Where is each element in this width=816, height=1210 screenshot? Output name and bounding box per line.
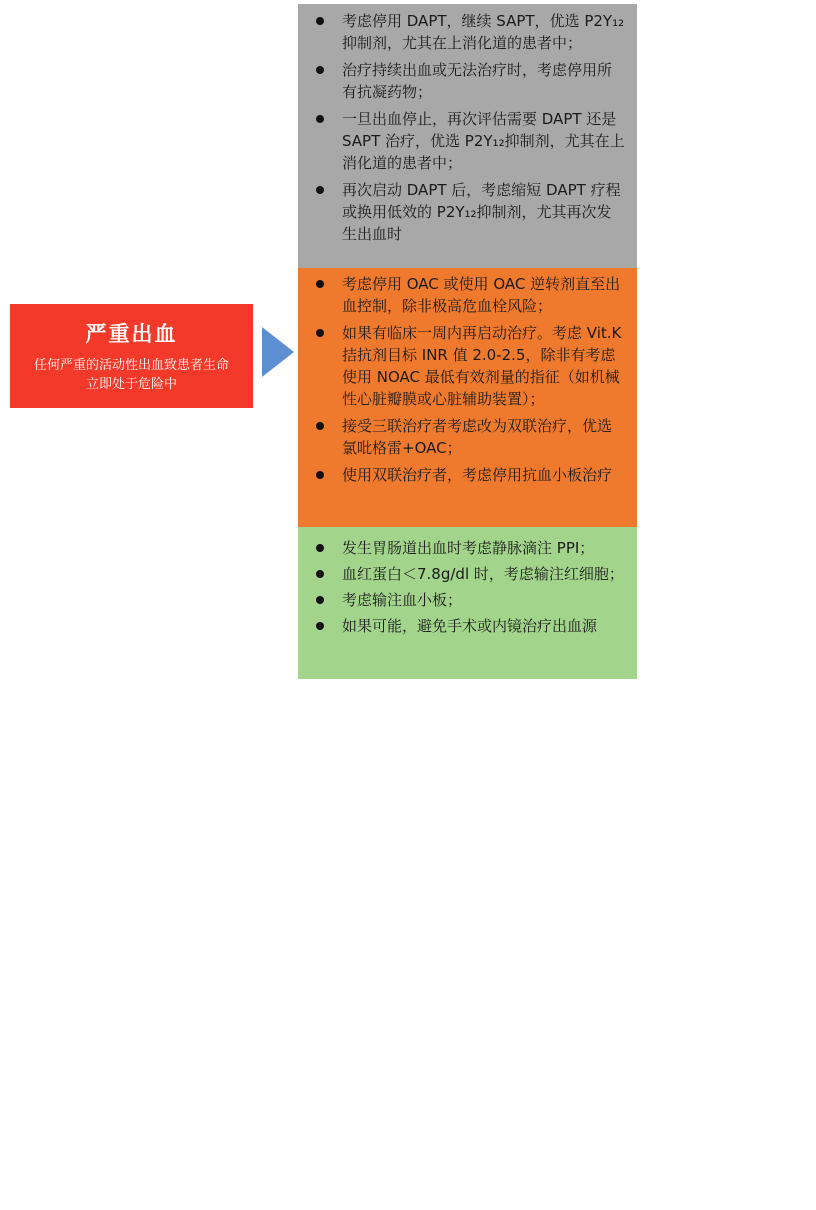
bullet-icon [316, 280, 324, 288]
list-item: 治疗持续出血或无法治疗时，考虑停用所有抗凝药物； [312, 59, 625, 103]
bullet-icon [316, 622, 324, 630]
list-item: 血红蛋白＜7.8g/dl 时，考虑输注红细胞； [312, 563, 625, 585]
bullet-icon [316, 422, 324, 430]
list-item: 如果可能，避免手术或内镜治疗出血源 [312, 615, 625, 637]
list-item: 考虑输注血小板； [312, 589, 625, 611]
anticoagulant-panel [298, 268, 637, 527]
severe-bleeding-box [10, 304, 253, 408]
bullet-icon [316, 115, 324, 123]
bullet-icon [316, 329, 324, 337]
list-item: 考虑停用 OAC 或使用 OAC 逆转剂直至出血控制，除非极高危血栓风险； [312, 273, 625, 317]
list-item: 一旦出血停止，再次评估需要 DAPT 还是 SAPT 治疗，优选 P2Y₁₂抑制剂，尤其在上消化道的患者中； [312, 108, 625, 174]
watermark: 丁香园 [803, 1157, 816, 1210]
bullet-icon [316, 596, 324, 604]
arrow-right-icon [262, 327, 294, 377]
bullet-icon [316, 544, 324, 552]
list-item: 发生胃肠道出血时考虑静脉滴注 PPI； [312, 537, 625, 559]
list-item: 如果有临床一周内再启动治疗。考虑 Vit.K 拮抗剂目标 INR 值 2.0-2.5，除非有考虑使用 NOAC 最低有效剂量的指征（如机械性心脏瓣膜或心脏辅助装置）； [312, 322, 625, 410]
bullet-icon [316, 66, 324, 74]
severe-bleeding-subtitle: 任何严重的活动性出血致患者生命立即处于危险中 [33, 358, 229, 392]
antiplatelet-panel [298, 4, 637, 268]
list-item: 使用双联治疗者，考虑停用抗血小板治疗 [312, 464, 625, 486]
bullet-icon [316, 570, 324, 578]
bullet-icon [316, 186, 324, 194]
list-item: 再次启动 DAPT 后，考虑缩短 DAPT 疗程或换用低效的 P2Y₁₂抑制剂，尤其再次发生出血时 [312, 179, 625, 245]
list-item: 考虑停用 DAPT，继续 SAPT，优选 P2Y₁₂抑制剂，尤其在上消化道的患者中； [312, 10, 625, 54]
bullet-icon [316, 17, 324, 25]
supportive-care-panel [298, 527, 816, 1210]
bullet-icon [316, 471, 324, 479]
severe-bleeding-title: 严重出血 [85, 321, 178, 346]
list-item: 接受三联治疗者考虑改为双联治疗，优选氯吡格雷+OAC； [312, 415, 625, 459]
